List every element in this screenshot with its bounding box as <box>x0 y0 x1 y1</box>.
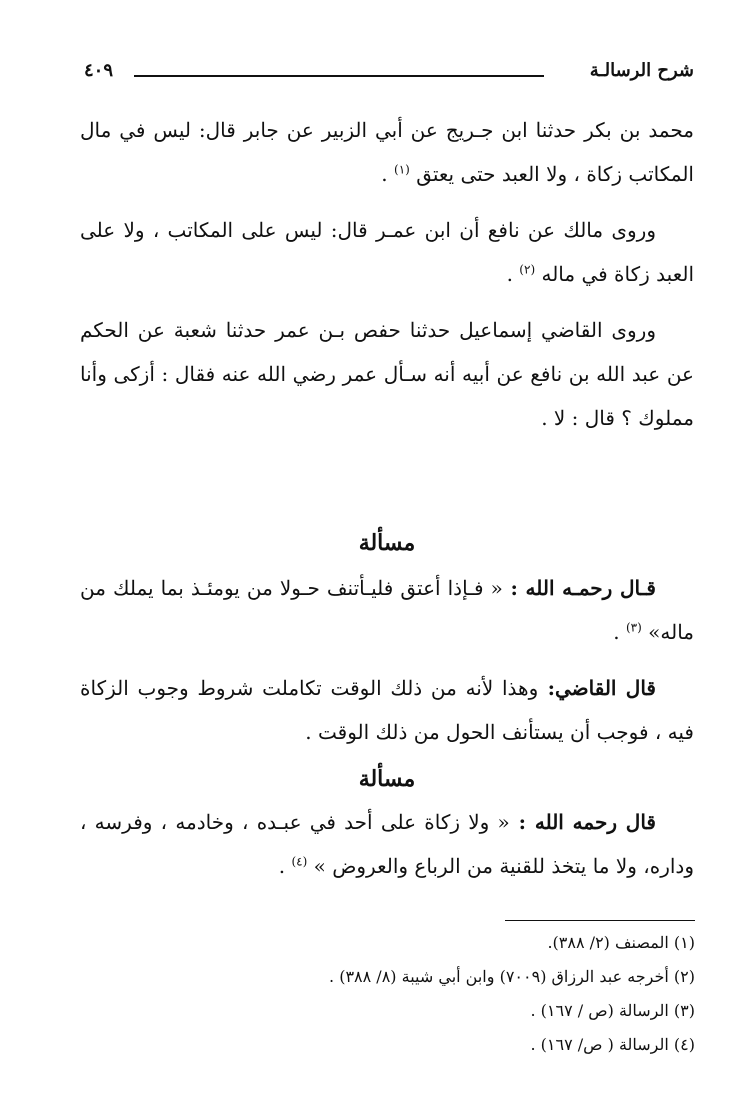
section-spacer <box>80 556 694 566</box>
footnote-2: (٢) أخرجه عبد الرزاق (٧٠٠٩) وابن أبي شيبة (٨/ ٣٨٨) . <box>329 967 695 986</box>
footnote-ref-1[interactable]: (١) <box>394 162 410 177</box>
paragraph-2-end: . <box>506 262 513 286</box>
section-spacer <box>80 452 694 530</box>
paragraph-1-end: . <box>381 162 388 186</box>
paragraph-6-end: . <box>278 854 286 878</box>
paragraph-5-text: وهذا لأنه من ذلك الوقت تكاملت شروط وجوب الزكاة فيه ، فوجب أن يستأنف الحول من ذلك الوقت . <box>80 676 694 744</box>
paragraph-5 <box>80 666 694 754</box>
footnotes <box>95 926 695 1062</box>
section-title-1: مسألة <box>358 530 416 556</box>
page-header <box>84 58 694 88</box>
footnote-3: (٣) الرسالة (ص / ١٦٧) . <box>530 1001 695 1020</box>
paragraph-6-text: « ولا زكاة على أحد في عبـده ، وخادمه ، وفرسه ، وداره، ولا ما يتخذ للقنية من الرباع والعروض » <box>80 810 694 878</box>
footnote-ref-4[interactable]: (٤) <box>291 854 308 869</box>
section-title-2: مسألة <box>358 766 416 792</box>
section-spacer <box>80 792 694 800</box>
paragraph-2 <box>80 208 694 296</box>
paragraph-6-lead: قال رحمه الله : <box>509 810 656 834</box>
footnote-4: (٤) الرسالة ( ص/ ١٦٧) . <box>530 1035 695 1054</box>
paragraph-4-end: . <box>613 620 620 644</box>
footnote-ref-3[interactable]: (٣) <box>625 620 642 635</box>
header-rule <box>134 75 544 77</box>
page-number: ٤٠٩ <box>84 60 114 81</box>
paragraph-4-text: « فـإذا أعتق فليـأتنف حـولا من يومئـذ بما يملك من ماله» <box>80 576 694 644</box>
paragraph-2-text: وروى مالك عن نافع أن ابن عمـر قال: ليس على المكاتب ، ولا على العبد زكاة في ماله <box>80 218 694 286</box>
paragraph-3 <box>80 308 694 440</box>
paragraph-1-text: محمد بن بكر حدثنا ابن جـريج عن أبي الزبير عن جابر قال: ليس في مال المكاتب زكاة ، ولا العبد حتى يعتق <box>80 118 694 186</box>
paragraph-6 <box>80 800 694 888</box>
paragraph-3-text: وروى القاضي إسماعيل حدثنا حفص بـن عمر حدثنا شعبة عن الحكم عن عبد الله بن نافع عن أبيه أنه سـأل عمر رضي الله عنه فقال : أزكى وأنا مملوك ؟ قال : لا . <box>80 318 694 430</box>
running-title: شرح الرسالـة <box>589 60 694 81</box>
paragraph-1 <box>80 108 694 196</box>
footnote-ref-2[interactable]: (٢) <box>519 262 536 277</box>
paragraph-5-lead: قال القاضي: <box>538 676 656 700</box>
main-text <box>80 108 694 900</box>
footnote-rule <box>505 920 695 921</box>
paragraph-4-lead: قـال رحمـه الله : <box>502 576 656 600</box>
paragraph-4 <box>80 566 694 654</box>
footnote-1: (١) المصنف (٢/ ٣٨٨). <box>547 933 695 952</box>
